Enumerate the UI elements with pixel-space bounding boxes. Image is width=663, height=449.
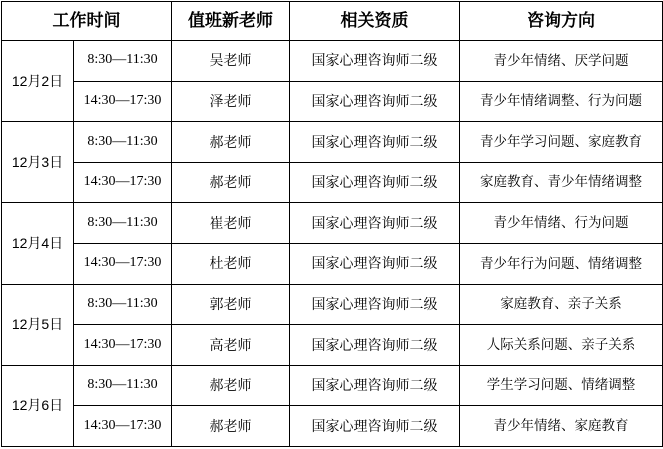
table-row	[2, 81, 663, 122]
cell-certification: 国家心理咨询师二级	[290, 406, 460, 447]
cell-certification: 国家心理咨询师二级	[290, 41, 460, 82]
cell-date: 12月4日	[2, 203, 74, 284]
cell-certification: 国家心理咨询师二级	[290, 325, 460, 366]
column-header-teacher: 值班新老师	[172, 2, 290, 41]
cell-teacher: 崔老师	[172, 203, 290, 244]
cell-topic: 家庭教育、青少年情绪调整	[460, 162, 663, 203]
column-header-certification: 相关资质	[290, 2, 460, 41]
cell-time: 8:30—11:30	[74, 284, 172, 325]
table-body	[2, 41, 663, 447]
table-row	[2, 325, 663, 366]
cell-time: 8:30—11:30	[74, 203, 172, 244]
cell-topic: 青少年情绪、家庭教育	[460, 406, 663, 447]
cell-teacher: 吴老师	[172, 41, 290, 82]
cell-topic: 青少年情绪、行为问题	[460, 203, 663, 244]
table-row	[2, 162, 663, 203]
cell-topic: 家庭教育、亲子关系	[460, 284, 663, 325]
cell-date: 12月5日	[2, 284, 74, 365]
table-row	[2, 243, 663, 284]
cell-certification: 国家心理咨询师二级	[290, 81, 460, 122]
cell-time: 14:30—17:30	[74, 162, 172, 203]
cell-certification: 国家心理咨询师二级	[290, 203, 460, 244]
header-row	[2, 2, 663, 41]
table-row	[2, 365, 663, 406]
cell-topic: 学生学习问题、情绪调整	[460, 365, 663, 406]
cell-certification: 国家心理咨询师二级	[290, 122, 460, 163]
cell-teacher: 杜老师	[172, 243, 290, 284]
table-row	[2, 122, 663, 163]
cell-time: 8:30—11:30	[74, 365, 172, 406]
cell-time: 14:30—17:30	[74, 243, 172, 284]
cell-time: 14:30—17:30	[74, 406, 172, 447]
cell-teacher: 郝老师	[172, 162, 290, 203]
column-header-topic: 咨询方向	[460, 2, 663, 41]
table-row	[2, 406, 663, 447]
cell-certification: 国家心理咨询师二级	[290, 162, 460, 203]
cell-teacher: 泽老师	[172, 81, 290, 122]
cell-teacher: 郭老师	[172, 284, 290, 325]
cell-topic: 青少年情绪调整、行为问题	[460, 81, 663, 122]
cell-date: 12月3日	[2, 122, 74, 203]
cell-teacher: 郝老师	[172, 365, 290, 406]
cell-time: 8:30—11:30	[74, 122, 172, 163]
cell-topic: 青少年情绪、厌学问题	[460, 41, 663, 82]
table-header	[2, 2, 663, 41]
table-row	[2, 203, 663, 244]
cell-topic: 青少年行为问题、情绪调整	[460, 243, 663, 284]
cell-topic: 人际关系问题、亲子关系	[460, 325, 663, 366]
cell-teacher: 郝老师	[172, 406, 290, 447]
column-header-work-time: 工作时间	[2, 2, 172, 41]
table-row	[2, 284, 663, 325]
cell-date: 12月6日	[2, 365, 74, 446]
cell-certification: 国家心理咨询师二级	[290, 243, 460, 284]
cell-certification: 国家心理咨询师二级	[290, 365, 460, 406]
cell-date: 12月2日	[2, 41, 74, 122]
cell-time: 14:30—17:30	[74, 81, 172, 122]
duty-schedule-table	[1, 1, 663, 447]
table-row	[2, 41, 663, 82]
cell-certification: 国家心理咨询师二级	[290, 284, 460, 325]
cell-time: 8:30—11:30	[74, 41, 172, 82]
cell-topic: 青少年学习问题、家庭教育	[460, 122, 663, 163]
cell-teacher: 郝老师	[172, 122, 290, 163]
cell-teacher: 高老师	[172, 325, 290, 366]
cell-time: 14:30—17:30	[74, 325, 172, 366]
